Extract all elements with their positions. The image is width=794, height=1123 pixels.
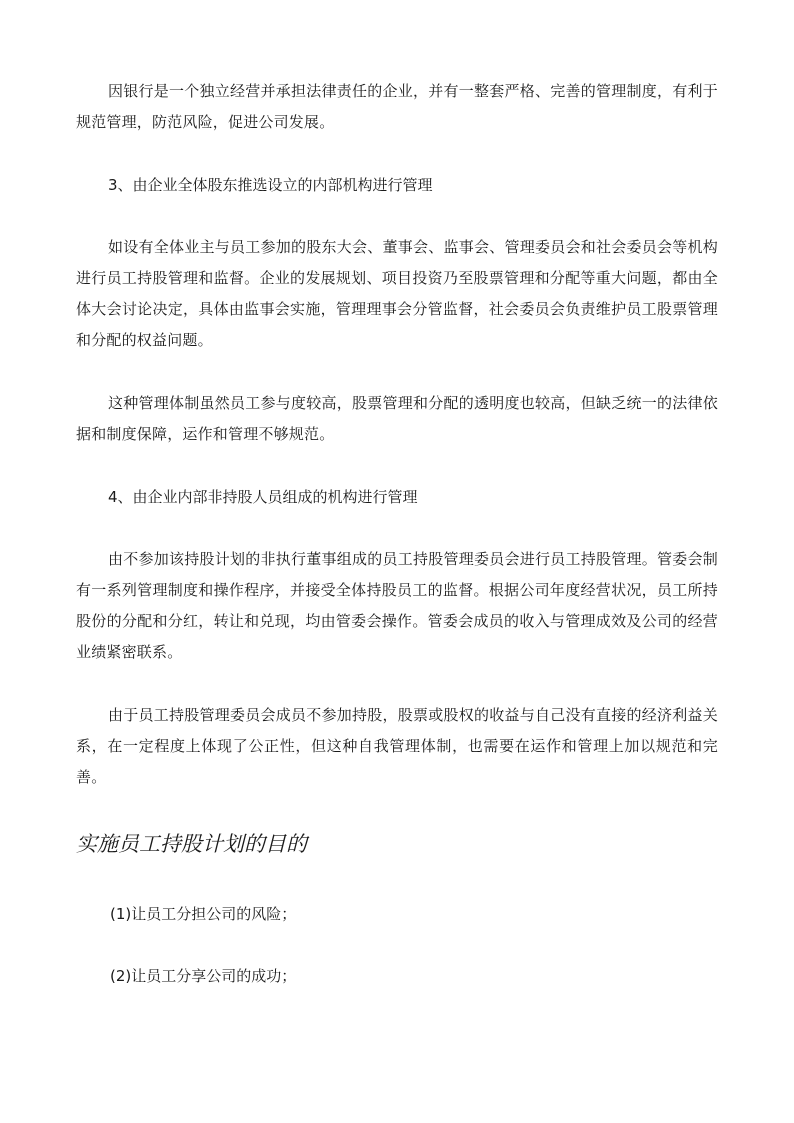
paragraph-bank-management: 因银行是一个独立经营并承担法律责任的企业，并有一整套严格、完善的管理制度，有利于规范管理，防范风险，促进公司发展。 [76,82,718,131]
paragraph-management-committee: 由不参加该持股计划的非执行董事组成的员工持股管理委员会进行员工持股管理。管委会制有一系列管理制度和操作程序，并接受全体持股员工的监督。根据公司年度经营状况，员工所持股份的分配和分红，转让和兑现，均由管委会操作。管委会成员的收入与管理成效及公司的经营业绩紧密联系。 [76,550,718,661]
section-title-esop-purpose: 实施员工持股计划的目的 [76,832,307,856]
paragraph-committee-fairness: 由于员工持股管理委员会成员不参加持股，股票或股权的收益与自己没有直接的经济利益关系，在一定程度上体现了公正性，但这种自我管理体制，也需要在运作和管理上加以规范和完善。 [76,706,718,786]
subheading-non-holder-body: 4、由企业内部非持股人员组成的机构进行管理 [108,488,418,506]
subheading-shareholder-elected-body: 3、由企业全体股东推选设立的内部机构进行管理 [108,176,433,194]
paragraph-participation-tradeoff: 这种管理体制虽然员工参与度较高，股票管理和分配的透明度也较高，但缺乏统一的法律依据和制度保障，运作和管理不够规范。 [76,394,718,443]
list-item: (1)让员工分担公司的风险； [110,905,297,923]
paragraph-shareholder-bodies: 如设有全体业主与员工参加的股东大会、董事会、监事会、管理委员会和社会委员会等机构进行员工持股管理和监督。企业的发展规划、项目投资乃至股票管理和分配等重大问题，都由全体大会讨论决定，具体由监事会实施，管理理事会分管监督，社会委员会负责维护员工股票管理和分配的权益问题。 [76,238,718,349]
list-item: (2)让员工分享公司的成功； [110,967,297,985]
